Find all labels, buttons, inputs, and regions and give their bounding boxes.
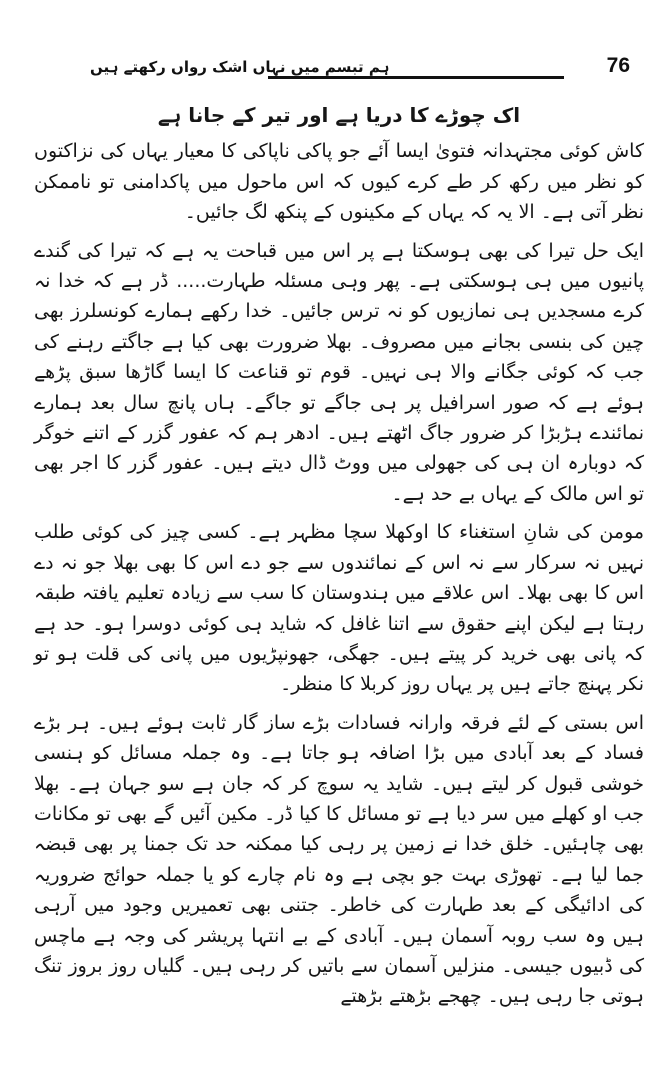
page-number: 76	[606, 54, 630, 77]
paragraph-2: ایک حل تیرا کی بھی ہوسکتا ہے پر اس میں قباحت یہ ہے کہ تیرا کی گندے پانیوں میں ہی ہوسکتی ہے۔ پھر وہی مسئلہ طہارت..... ڈر ہے کہ خدا نہ کرے مسجدیں ہی نمازیوں کو نہ ترس جائیں۔ خدا رکھے ہمارے کونسلرز بھی چین کی بنسی بجانے میں مصروف۔ بھلا ضرورت بھی کیا ہے جاگتے رہنے کی جب کہ کوئی جگانے والا ہی نہیں۔ قوم تو قناعت کا ایسا گاڑھا سبق پڑھے ہوئے ہے کہ صور اسرافیل پر ہی جاگے تو جاگے۔ ہاں پانچ سال بعد ہمارے نمائندے ہڑبڑا کر ضرور جاگ اٹھتے ہیں۔ ادھر ہم کہ عفور گزر کے اتنے خوگر کہ دوبارہ ان ہی کی جھولی میں ووٹ ڈال دیتے ہیں۔ عفور گزر کا اجر بھی تو اس مالک کے یہاں بے حد ہے۔	[34, 239, 644, 505]
header-rule	[268, 76, 564, 79]
page-body	[34, 100, 644, 1020]
page-header	[90, 52, 630, 88]
paragraph-4: اس بستی کے لئے فرقہ وارانہ فسادات بڑے ساز گار ثابت ہوئے ہیں۔ ہر بڑے فساد کے بعد آبادی میں بڑا اضافہ ہو جاتا ہے۔ وہ جملہ مسائل کو ہنسی خوشی قبول کر لیتے ہیں۔ شاید یہ سوچ کر کہ جان ہے سو جہان ہے۔ بھلا جب او کھلے میں سر دیا ہے تو مسائل کا کیا ڈر۔ مکین آئیں گے بھی تو مکانات بھی چاہئیں۔ خلق خدا نے زمین پر رہی کیا ممکنہ حد تک جمنا پر بھی قبضہ جما لیا ہے۔ تھوڑی بہت جو بچی ہے وہ نام چارے کو یا جملہ حوائج ضروریہ کی ادائیگی کے بعد طہارت کی خاطر۔ جتنی بھی تعمیریں وجود میں آرہی ہیں وہ سب روبہ آسمان ہیں۔ آبادی کے بے انتہا پریشر کی وجہ ہے ماچس کی ڈبیوں جیسی۔ منزلیں آسمان سے باتیں کر رہی ہیں۔ گلیاں روز بروز تنگ ہوتی جا رہی ہیں۔ چھجے بڑھتے بڑھتے	[34, 711, 644, 1008]
paragraph-3: مومن کی شانِ استغناء کا اوکھلا سچا مظہر ہے۔ کسی چیز کی کوئی طلب نہیں نہ سرکار سے نہ اس کے نمائندوں سے جو دے اس کا بھی بھلا جو نہ دے اس کا بھی بھلا۔ اس علاقے میں ہندوستان کا سب سے زیادہ تعلیم یافتہ طبقہ رہتا ہے لیکن اپنے حقوق سے اتنا غافل کہ شاید ہی کوئی دوسرا ہو۔ حد ہے کہ پانی بھی خرید کر پیتے ہیں۔ جھگی، جھونپڑیوں میں پانی کی قلت ہو تو نکر پہنچ جاتے ہیں پر یہاں روز کربلا کا منظر۔	[34, 521, 644, 696]
running-title: ہم تبسم میں نہاں اشک رواں رکھتے ہیں	[90, 58, 390, 76]
verse-line: اک چوڑے کا دریا ہے اور تیر کے جانا ہے	[157, 103, 521, 127]
paragraph-1: کاش کوئی مجتہدانہ فتویٰ ایسا آئے جو پاکی ناپاکی کا معیار یہاں کی نزاکتوں کو نظر میں رکھ کر طے کرے کیوں کہ اس ماحول میں پاکدامنی تو ناممکن نظر آتی ہے۔ الا یہ کہ یہاں کے مکینوں کے پنکھ لگ جائیں۔	[34, 140, 644, 224]
